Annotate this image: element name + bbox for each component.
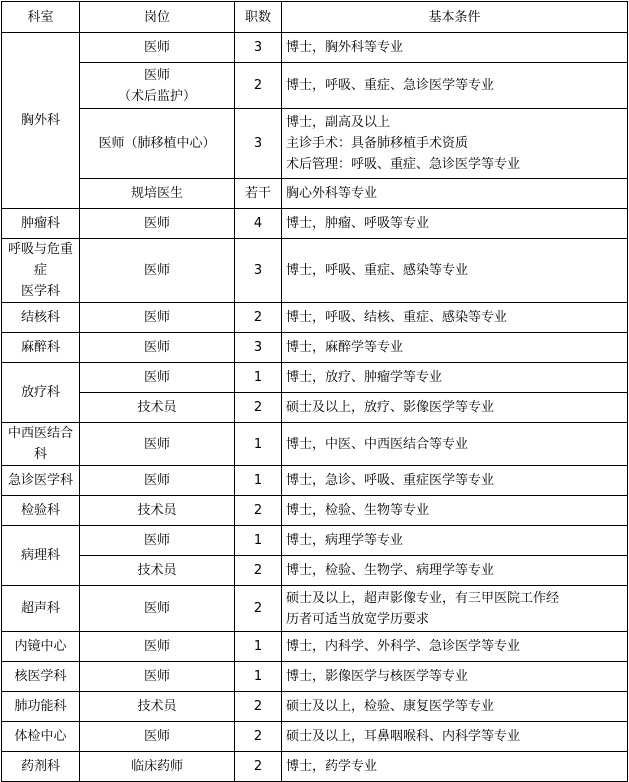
requirements-cell: 博士，内科学、外科学、急诊医学等专业 xyxy=(282,632,628,662)
requirements-cell: 硕士及以上，耳鼻咽喉科、内科学等专业 xyxy=(282,722,628,752)
dept-cell: 超声科 xyxy=(2,586,80,632)
position-cell: 医师 xyxy=(80,722,235,752)
header-count: 职数 xyxy=(235,2,282,33)
table-row xyxy=(2,526,628,556)
table-row xyxy=(2,63,628,109)
table-row xyxy=(2,722,628,752)
count-cell: 2 xyxy=(235,722,282,752)
requirements-line: 历者可适当放宽学历要求 xyxy=(286,611,430,627)
position-cell: 医师 xyxy=(80,586,235,632)
count-cell: 1 xyxy=(235,466,282,496)
requirements-line: 主诊手术：具备肺移植手术资质 xyxy=(286,136,469,151)
count-cell: 1 xyxy=(235,423,282,466)
header-requirements: 基本条件 xyxy=(282,2,628,33)
position-cell: 医师 xyxy=(80,423,235,466)
dept-line: 医学科 xyxy=(20,284,60,299)
count-cell: 2 xyxy=(235,752,282,782)
requirements-cell: 博士，中医、中西医结合等专业 xyxy=(282,423,628,466)
dept-cell: 急诊医学科 xyxy=(2,466,80,496)
requirements-cell: 博士，放疗、肿瘤学等专业 xyxy=(282,363,628,393)
dept-cell: 结核科 xyxy=(2,303,80,333)
dept-cell: 麻醉科 xyxy=(2,333,80,363)
position-cell: 医师 xyxy=(80,33,235,63)
dept-cell: 中西医结合科 xyxy=(2,423,80,466)
requirements-cell: 博士，检验、生物等专业 xyxy=(282,496,628,526)
dept-cell: 胸外科 xyxy=(2,33,80,209)
position-cell: 临床药师 xyxy=(80,752,235,782)
position-cell: 技术员 xyxy=(80,556,235,586)
dept-cell: 体检中心 xyxy=(2,722,80,752)
table-row xyxy=(2,179,628,209)
table-row xyxy=(2,303,628,333)
count-cell: 3 xyxy=(235,109,282,179)
dept-cell: 检验科 xyxy=(2,496,80,526)
requirements-cell: 胸心外科等专业 xyxy=(282,179,628,209)
dept-cell: 药剂科 xyxy=(2,752,80,782)
requirements-cell xyxy=(282,109,628,179)
dept-cell: 内镜中心 xyxy=(2,632,80,662)
count-cell: 3 xyxy=(235,333,282,363)
requirements-cell: 博士，麻醉学等专业 xyxy=(282,333,628,363)
requirements-cell: 博士，呼吸、结核、重症、感染等专业 xyxy=(282,303,628,333)
dept-cell xyxy=(2,239,80,303)
requirements-cell: 博士，药学专业 xyxy=(282,752,628,782)
position-cell: 医师 xyxy=(80,466,235,496)
count-cell: 若干 xyxy=(235,179,282,209)
count-cell: 2 xyxy=(235,393,282,423)
requirements-cell: 博士，影像医学与核医学等专业 xyxy=(282,662,628,692)
header-row xyxy=(2,2,628,33)
table-row xyxy=(2,333,628,363)
dept-cell: 放疗科 xyxy=(2,363,80,423)
table-row xyxy=(2,586,628,632)
position-cell: 技术员 xyxy=(80,692,235,722)
position-line: 医师 xyxy=(143,67,170,83)
table-row xyxy=(2,662,628,692)
table-row xyxy=(2,209,628,239)
table-row xyxy=(2,752,628,782)
count-cell: 2 xyxy=(235,303,282,333)
requirements-cell xyxy=(282,586,628,632)
requirements-cell: 博士，呼吸、重症、急诊医学等专业 xyxy=(282,63,628,109)
table-row xyxy=(2,33,628,63)
count-cell: 3 xyxy=(235,239,282,303)
requirements-line: 硕士及以上，超声影像专业，有三甲医院工作经 xyxy=(286,590,560,606)
position-cell: 技术员 xyxy=(80,393,235,423)
requirements-cell: 博士，肿瘤、呼吸等专业 xyxy=(282,209,628,239)
requirements-cell: 博士，胸外科等专业 xyxy=(282,33,628,63)
dept-cell: 核医学科 xyxy=(2,662,80,692)
count-cell: 1 xyxy=(235,662,282,692)
position-cell: 医师 xyxy=(80,303,235,333)
table-row xyxy=(2,393,628,423)
requirements-cell: 博士，检验、生物学、病理学等专业 xyxy=(282,556,628,586)
requirements-line: 博士，副高及以上 xyxy=(286,115,391,130)
table-row xyxy=(2,556,628,586)
table-row xyxy=(2,423,628,466)
position-cell: 医师 xyxy=(80,632,235,662)
count-cell: 1 xyxy=(235,632,282,662)
requirements-cell: 博士，病理学等专业 xyxy=(282,526,628,556)
dept-line: 呼吸与危重症 xyxy=(7,242,73,278)
position-cell: 医师 xyxy=(80,526,235,556)
dept-cell: 病理科 xyxy=(2,526,80,586)
count-cell: 2 xyxy=(235,692,282,722)
recruitment-table xyxy=(1,1,628,782)
position-cell: 医师 xyxy=(80,333,235,363)
table-row xyxy=(2,496,628,526)
count-cell: 2 xyxy=(235,586,282,632)
requirements-cell: 博士，呼吸、重症、感染等专业 xyxy=(282,239,628,303)
count-cell: 3 xyxy=(235,33,282,63)
position-cell: 医师 xyxy=(80,662,235,692)
dept-cell: 肺功能科 xyxy=(2,692,80,722)
position-cell: 技术员 xyxy=(80,496,235,526)
position-cell: 医师 xyxy=(80,209,235,239)
count-cell: 2 xyxy=(235,556,282,586)
position-cell: 医师 xyxy=(80,239,235,303)
count-cell: 1 xyxy=(235,526,282,556)
table-row xyxy=(2,632,628,662)
position-cell: 规培医生 xyxy=(80,179,235,209)
requirements-cell: 硕士及以上，检验、康复医学等专业 xyxy=(282,692,628,722)
table-row xyxy=(2,466,628,496)
table-row xyxy=(2,109,628,179)
position-cell: 医师（肺移植中心） xyxy=(80,109,235,179)
count-cell: 2 xyxy=(235,63,282,109)
position-cell: 医师 xyxy=(80,363,235,393)
header-dept: 科室 xyxy=(2,2,80,33)
table-row xyxy=(2,363,628,393)
header-position: 岗位 xyxy=(80,2,235,33)
requirements-cell: 硕士及以上，放疗、影像医学等专业 xyxy=(282,393,628,423)
requirements-cell: 博士，急诊、呼吸、重症医学等专业 xyxy=(282,466,628,496)
count-cell: 2 xyxy=(235,496,282,526)
position-line: （术后监护） xyxy=(117,88,196,104)
count-cell: 4 xyxy=(235,209,282,239)
count-cell: 1 xyxy=(235,363,282,393)
requirements-line: 术后管理：呼吸、重症、急诊医学等专业 xyxy=(286,157,521,172)
position-cell xyxy=(80,63,235,109)
table-row xyxy=(2,692,628,722)
table-row xyxy=(2,239,628,303)
dept-cell: 肿瘤科 xyxy=(2,209,80,239)
